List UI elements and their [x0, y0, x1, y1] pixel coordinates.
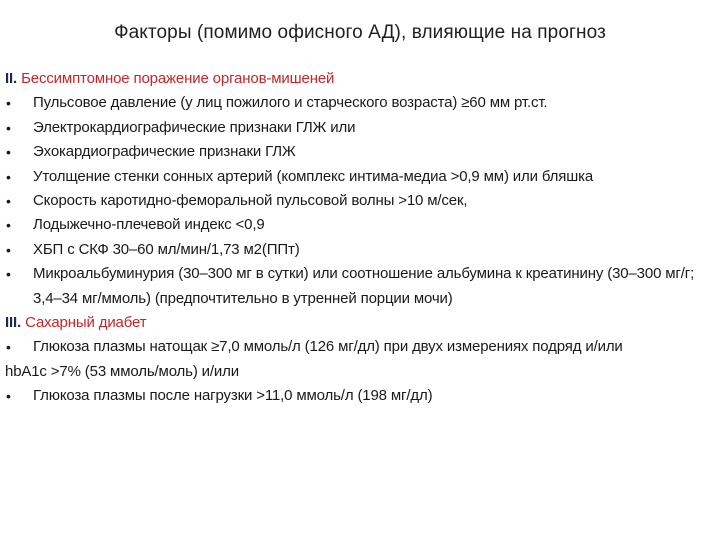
list-item-text: Глюкоза плазмы натощак ≥7,0 ммоль/л (126 мг/дл) при двух измерениях подряд и/или [33, 338, 623, 356]
bullet-icon: • [6, 168, 11, 185]
list-item [5, 384, 710, 408]
section-ii-heading [5, 67, 710, 91]
list-item-text: Лодыжечно-плечевой индекс <0,9 [33, 216, 265, 234]
list-item [5, 189, 710, 213]
list-item-text: Скорость каротидно-феморальной пульсовой волны >10 м/сек, [33, 192, 468, 210]
bullet-icon: • [6, 119, 11, 136]
list-item-text: Микроальбуминурия (30–300 мг в сутки) или соотношение альбумина к креатинину (30–300 мг/г; 3,4–34 мг/ммоль) (предпочтительно в утренней порции мочи) [33, 265, 695, 307]
bullet-icon: • [6, 241, 11, 258]
section-ii-title: Бессимптомное поражение органов-мишеней [21, 70, 335, 87]
list-item [5, 238, 710, 262]
bullet-icon: • [6, 144, 11, 161]
list-item [5, 140, 710, 164]
list-item [5, 165, 710, 189]
section-iii-title: Сахарный диабет [25, 314, 147, 332]
section-iii-heading [5, 311, 710, 335]
list-item [5, 116, 710, 140]
list-item-text: Пульсовое давление (у лиц пожилого и старческого возраста) ≥60 мм рт.ст. [33, 94, 548, 112]
list-item-text: Электрокардиографические признаки ГЛЖ или [33, 118, 356, 136]
bullet-icon: • [6, 95, 11, 112]
bullet-icon: • [6, 388, 11, 405]
slide-content [5, 67, 710, 409]
list-item-text: ХБП с СКФ 30–60 мл/мин/1,73 м2(ППт) [33, 240, 300, 258]
list-item [5, 213, 710, 237]
bullet-icon: • [6, 339, 11, 356]
section-ii-number: II. [5, 70, 18, 87]
bullet-icon: • [6, 266, 11, 283]
list-item [5, 262, 710, 311]
list-item [5, 91, 710, 115]
list-item [5, 335, 710, 359]
hba1c-line: hbA1c >7% (53 ммоль/моль) и/или [5, 362, 239, 380]
section-iii-number: III. [5, 314, 22, 332]
bullet-icon: • [6, 193, 11, 210]
list-item-text: Глюкоза плазмы после нагрузки >11,0 ммоль/л (198 мг/дл) [33, 387, 433, 405]
slide-title: Факторы (помимо офисного АД), влияющие на прогноз [114, 22, 606, 43]
list-item-text: Эхокардиографические признаки ГЛЖ [33, 143, 296, 161]
list-item-text: Утолщение стенки сонных артерий (комплекс интима-медиа >0,9 мм) или бляшка [33, 167, 594, 185]
bullet-icon: • [6, 217, 11, 234]
